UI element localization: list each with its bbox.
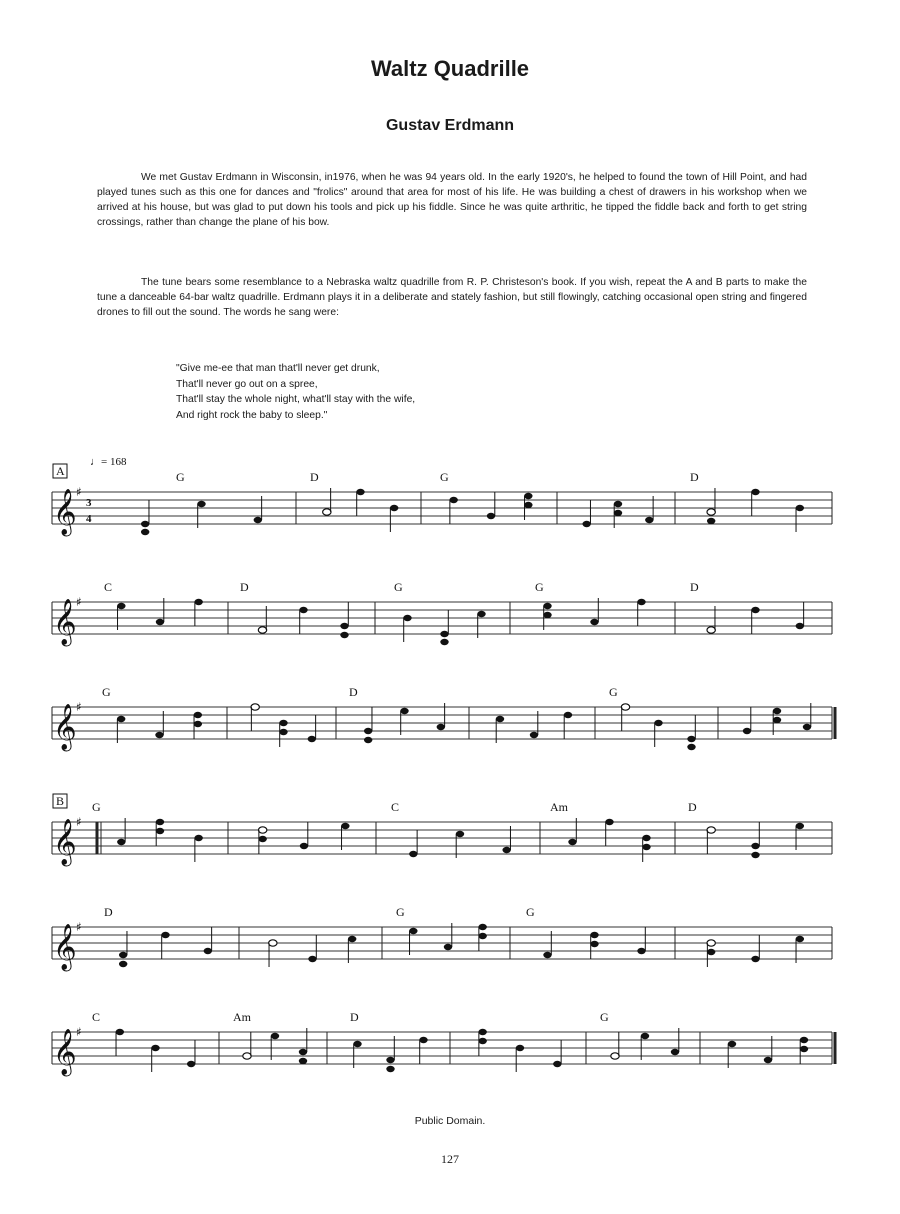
note-head: [194, 599, 202, 605]
chord-symbol: G: [600, 1010, 609, 1024]
chord-symbol: D: [690, 470, 699, 484]
note-head: [444, 944, 452, 950]
treble-clef-icon: 𝄞: [53, 704, 77, 750]
lyric-line: "Give me-ee that man that'll never get drunk,: [176, 363, 380, 374]
note-head: [502, 847, 510, 853]
note-head: [341, 823, 349, 829]
note-head: [197, 501, 205, 507]
chord-symbol: D: [350, 1010, 359, 1024]
sharp-icon: ♯: [76, 815, 82, 829]
chord-symbol: Am: [233, 1010, 251, 1024]
note-head: [796, 623, 804, 629]
note-head: [751, 956, 759, 962]
note-head: [590, 932, 598, 938]
note-head: [117, 603, 125, 609]
note-head: [611, 1053, 619, 1059]
drone-note-head: [156, 828, 164, 834]
note-head: [390, 505, 398, 511]
note-head: [258, 827, 266, 833]
note-head: [119, 952, 127, 958]
note-head: [642, 835, 650, 841]
music-system-2: [0, 560, 900, 650]
chord-symbol: G: [440, 470, 449, 484]
note-head: [728, 1041, 736, 1047]
note-head: [356, 489, 364, 495]
note-head: [477, 611, 485, 617]
chord-symbol: G: [176, 470, 185, 484]
page-title: Waltz Quadrille: [370, 56, 530, 81]
drone-note-head: [524, 502, 532, 508]
music-system-3: [0, 665, 900, 765]
note-head: [151, 1045, 159, 1051]
note-head: [707, 627, 715, 633]
chord-symbol: D: [240, 580, 249, 594]
drone-note-head: [194, 721, 202, 727]
note-head: [194, 712, 202, 718]
chord-symbol: G: [394, 580, 403, 594]
note-head: [251, 704, 259, 710]
drone-note-head: [258, 836, 266, 842]
chord-symbol: G: [526, 905, 535, 919]
music-system-4: [0, 780, 900, 870]
note-head: [156, 619, 164, 625]
note-head: [364, 728, 372, 734]
sharp-icon: ♯: [76, 485, 82, 499]
note-head: [707, 509, 715, 515]
chord-symbol: C: [92, 1010, 101, 1024]
note-head: [582, 521, 590, 527]
note-head: [300, 843, 308, 849]
note-head: [348, 936, 356, 942]
note-head: [614, 501, 622, 507]
treble-clef-icon: 𝄞: [53, 599, 77, 645]
note-head: [299, 607, 307, 613]
note-head: [553, 1061, 561, 1067]
chord-symbol: G: [535, 580, 544, 594]
note-head: [671, 1049, 679, 1055]
note-head: [409, 928, 417, 934]
note-head: [279, 720, 287, 726]
note-head: [271, 1033, 279, 1039]
note-head: [308, 956, 316, 962]
note-head: [386, 1057, 394, 1063]
note-head: [707, 827, 715, 833]
note-head: [254, 517, 262, 523]
drone-note-head: [340, 632, 348, 638]
note-head: [637, 599, 645, 605]
intro-paragraph-2: [97, 275, 807, 320]
note-head: [796, 936, 804, 942]
note-head: [637, 948, 645, 954]
intro-paragraph-2-text: The tune bears some resemblance to a Nebraska waltz quadrille from R. P. Christeson's book. If you wish, repeat the A and B parts to make the tune a danceable 64-bar waltz quadrille. Erdmann plays it in a deliberate and stately fashion, but still flowingly, catching occasional open string and fingered drones to fill out the sound. The words he sang were:: [97, 277, 807, 318]
chord-symbol: D: [688, 800, 697, 814]
note-head: [605, 819, 613, 825]
note-head: [590, 619, 598, 625]
note-head: [117, 839, 125, 845]
drone-note-head: [364, 737, 372, 743]
sharp-icon: ♯: [76, 1025, 82, 1039]
note-head: [437, 724, 445, 730]
lyric-line: That'll stay the whole night, what'll stay with the wife,: [176, 394, 416, 405]
note-head: [641, 1033, 649, 1039]
song-lyrics: [176, 361, 415, 423]
note-head: [707, 940, 715, 946]
chord-symbol: C: [391, 800, 400, 814]
lyric-line: That'll never go out on a spree,: [176, 378, 318, 390]
note-head: [161, 932, 169, 938]
drone-note-head: [141, 529, 149, 535]
note-head: [803, 724, 811, 730]
music-system-1: [0, 450, 900, 540]
note-head: [243, 1053, 251, 1059]
note-head: [258, 627, 266, 633]
note-head: [530, 732, 538, 738]
drone-note-head: [800, 1046, 808, 1052]
note-head: [751, 607, 759, 613]
note-head: [568, 839, 576, 845]
note-head: [524, 493, 532, 499]
note-head: [323, 509, 331, 515]
note-head: [141, 521, 149, 527]
drone-note-head: [751, 852, 759, 858]
drone-note-head: [119, 961, 127, 967]
note-head: [194, 835, 202, 841]
note-head: [204, 948, 212, 954]
note-head: [155, 732, 163, 738]
drone-note-head: [478, 1038, 486, 1044]
note-head: [478, 924, 486, 930]
chord-symbol: D: [310, 470, 319, 484]
drone-note-head: [707, 518, 715, 524]
copyright-note: Public Domain.: [414, 1115, 486, 1127]
treble-clef-icon: 𝄞: [53, 819, 77, 865]
note-head: [478, 1029, 486, 1035]
note-head: [299, 1049, 307, 1055]
intro-paragraph-1-text: We met Gustav Erdmann in Wisconsin, in1976, when he was 94 years old. In the early 1920's, he helped to found the town of Hill Point, and had played tunes such as this one for dances and "frolics" around that area for most of his life. He was building a chest of drawers in his workshop when we arrived at his house, but was glad to put down his tools and pick up his fiddle. Since he was quite arthritic, he tipped the fiddle back and forth to get string crossings, rather than change the plane of his bow.: [97, 172, 807, 228]
note-head: [764, 1057, 772, 1063]
note-head: [516, 1045, 524, 1051]
note-head: [564, 712, 572, 718]
composer-name: Gustav Erdmann: [385, 117, 515, 134]
note-head: [403, 615, 411, 621]
page-number: 127: [441, 1152, 459, 1166]
music-system-6: [0, 990, 900, 1095]
note-head: [116, 1029, 124, 1035]
note-head: [621, 704, 629, 710]
note-head: [645, 517, 653, 523]
note-head: [796, 505, 804, 511]
music-system-5: [0, 885, 900, 985]
chord-symbol: C: [104, 580, 113, 594]
chord-symbol: G: [396, 905, 405, 919]
chord-symbol: D: [349, 685, 358, 699]
note-head: [449, 497, 457, 503]
note-head: [456, 831, 464, 837]
note-head: [440, 631, 448, 637]
intro-paragraph-1: [97, 170, 807, 230]
note-head: [654, 720, 662, 726]
tempo-marking: ♩= 168: [90, 456, 127, 468]
chord-symbol: G: [102, 685, 111, 699]
lyric-line: And right rock the baby to sleep.": [176, 409, 328, 421]
chord-symbol: D: [104, 905, 113, 919]
drone-note-head: [590, 941, 598, 947]
sharp-icon: ♯: [76, 595, 82, 609]
chord-symbol: Am: [550, 800, 568, 814]
chord-symbol: G: [609, 685, 618, 699]
note-head: [269, 940, 277, 946]
sharp-icon: ♯: [76, 700, 82, 714]
section-label: A: [56, 464, 65, 478]
drone-note-head: [386, 1066, 394, 1072]
note-head: [308, 736, 316, 742]
treble-clef-icon: 𝄞: [53, 489, 77, 535]
note-head: [117, 716, 125, 722]
sharp-icon: ♯: [76, 920, 82, 934]
note-head: [796, 823, 804, 829]
drone-note-head: [478, 933, 486, 939]
drone-note-head: [614, 510, 622, 516]
note-head: [800, 1037, 808, 1043]
note-head: [353, 1041, 361, 1047]
drone-note-head: [440, 639, 448, 645]
note-head: [751, 489, 759, 495]
treble-clef-icon: 𝄞: [53, 924, 77, 970]
note-head: [400, 708, 408, 714]
note-head: [487, 513, 495, 519]
note-head: [409, 851, 417, 857]
note-head: [543, 952, 551, 958]
note-head: [156, 819, 164, 825]
note-head: [751, 843, 759, 849]
note-head: [743, 728, 751, 734]
note-head: [419, 1037, 427, 1043]
note-head: [340, 623, 348, 629]
note-head: [187, 1061, 195, 1067]
time-signature-bottom: 4: [86, 513, 92, 525]
drone-note-head: [707, 949, 715, 955]
drone-note-head: [279, 729, 287, 735]
drone-note-head: [642, 844, 650, 850]
time-signature-top: 3: [86, 497, 92, 509]
drone-note-head: [687, 744, 695, 750]
note-head: [543, 603, 551, 609]
note-head: [773, 708, 781, 714]
drone-note-head: [773, 717, 781, 723]
note-head: [687, 736, 695, 742]
section-label: B: [56, 794, 65, 808]
treble-clef-icon: 𝄞: [53, 1029, 77, 1075]
drone-note-head: [299, 1058, 307, 1064]
chord-symbol: D: [690, 580, 699, 594]
chord-symbol: G: [92, 800, 101, 814]
note-head: [496, 716, 504, 722]
drone-note-head: [543, 612, 551, 618]
